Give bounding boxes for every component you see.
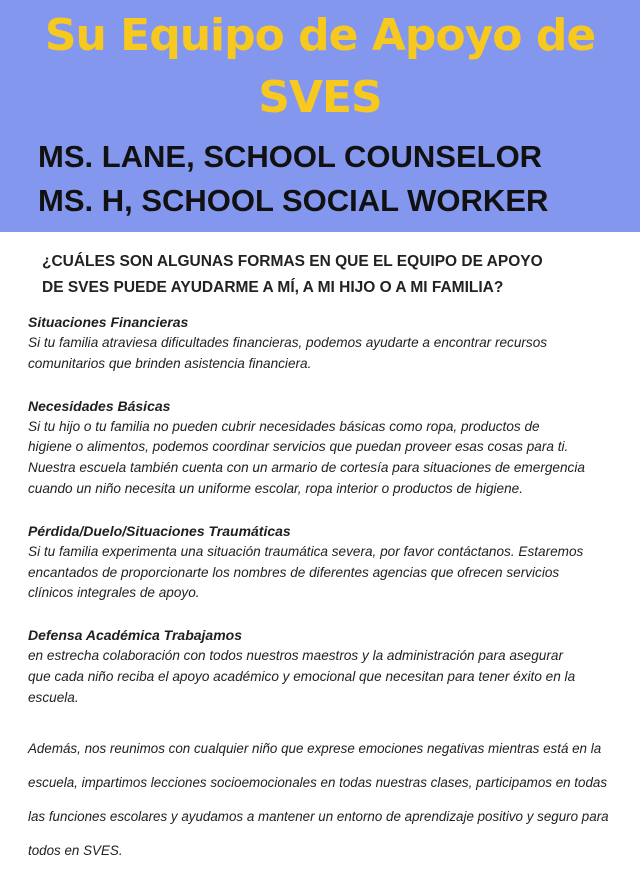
page-title-line-1: Su Equipo de Apoyo de [44, 10, 596, 61]
section-line: cuando un niño necesita un uniforme escolar, ropa interior o productos de higiene. [28, 480, 523, 496]
staff-social-worker: MS. H, SCHOOL SOCIAL WORKER [38, 183, 549, 218]
section-heading: Defensa Académica Trabajamos [28, 627, 242, 644]
closing-line: todos en SVES. [28, 843, 123, 859]
question-line-1: ¿CUÁLES SON ALGUNAS FORMAS EN QUE EL EQUIPO DE APOYO [42, 253, 543, 270]
closing-line: las funciones escolares y ayudamos a mantener un entorno de aprendizaje positivo y seguro para [28, 808, 609, 824]
section-line: en estrecha colaboración con todos nuestros maestros y la administración para asegurar [28, 648, 563, 664]
staff-counselor: MS. LANE, SCHOOL COUNSELOR [38, 139, 543, 174]
section-financial [28, 312, 624, 375]
closing-line: Además, nos reunimos con cualquier niño que exprese emociones negativas mientras está en la [28, 740, 602, 756]
section-heading: Necesidades Básicas [28, 397, 171, 414]
question-line-2: DE SVES PUEDE AYUDARME A MÍ, A MI HIJO O A MI FAMILIA? [42, 279, 504, 296]
header-banner [0, 0, 640, 232]
section-heading: Pérdida/Duelo/Situaciones Traumáticas [28, 522, 291, 539]
page-title-line-2: SVES [258, 72, 382, 123]
section-heading: Situaciones Financieras [28, 314, 189, 330]
section-line: escuela. [28, 689, 79, 705]
section-line: Si tu familia atraviesa dificultades financieras, podemos ayudarte a encontrar recursos [28, 335, 548, 350]
section-line: comunitarios que brinden asistencia financiera. [28, 355, 312, 371]
section-line: Nuestra escuela también cuenta con un armario de cortesía para situaciones de emergencia [28, 460, 585, 476]
section-line: clínicos integrales de apoyo. [28, 585, 200, 601]
section-line: Si tu hijo o tu familia no pueden cubrir necesidades básicas como ropa, productos de [28, 418, 540, 434]
closing-paragraph [28, 739, 624, 862]
section-academic-advocacy [28, 625, 624, 708]
section-line: que cada niño reciba el apoyo académico y emocional que necesitan para tener éxito en la [28, 668, 576, 684]
section-line: Si tu familia experimenta una situación traumática severa, por favor contáctanos. Estaremos [28, 543, 584, 559]
section-line: encantados de proporcionarte los nombres de diferentes agencias que ofrecen servicios [28, 564, 560, 580]
question-heading [42, 249, 622, 301]
content-body [28, 312, 624, 875]
closing-line: escuela, impartimos lecciones socioemocionales en todas nuestras clases, participamos en todas [28, 774, 608, 790]
section-line: higiene o alimentos, podemos coordinar servicios que puedan proveer esas cosas para ti. [28, 439, 569, 455]
section-grief-trauma [28, 521, 624, 604]
section-basic-needs [28, 396, 624, 500]
